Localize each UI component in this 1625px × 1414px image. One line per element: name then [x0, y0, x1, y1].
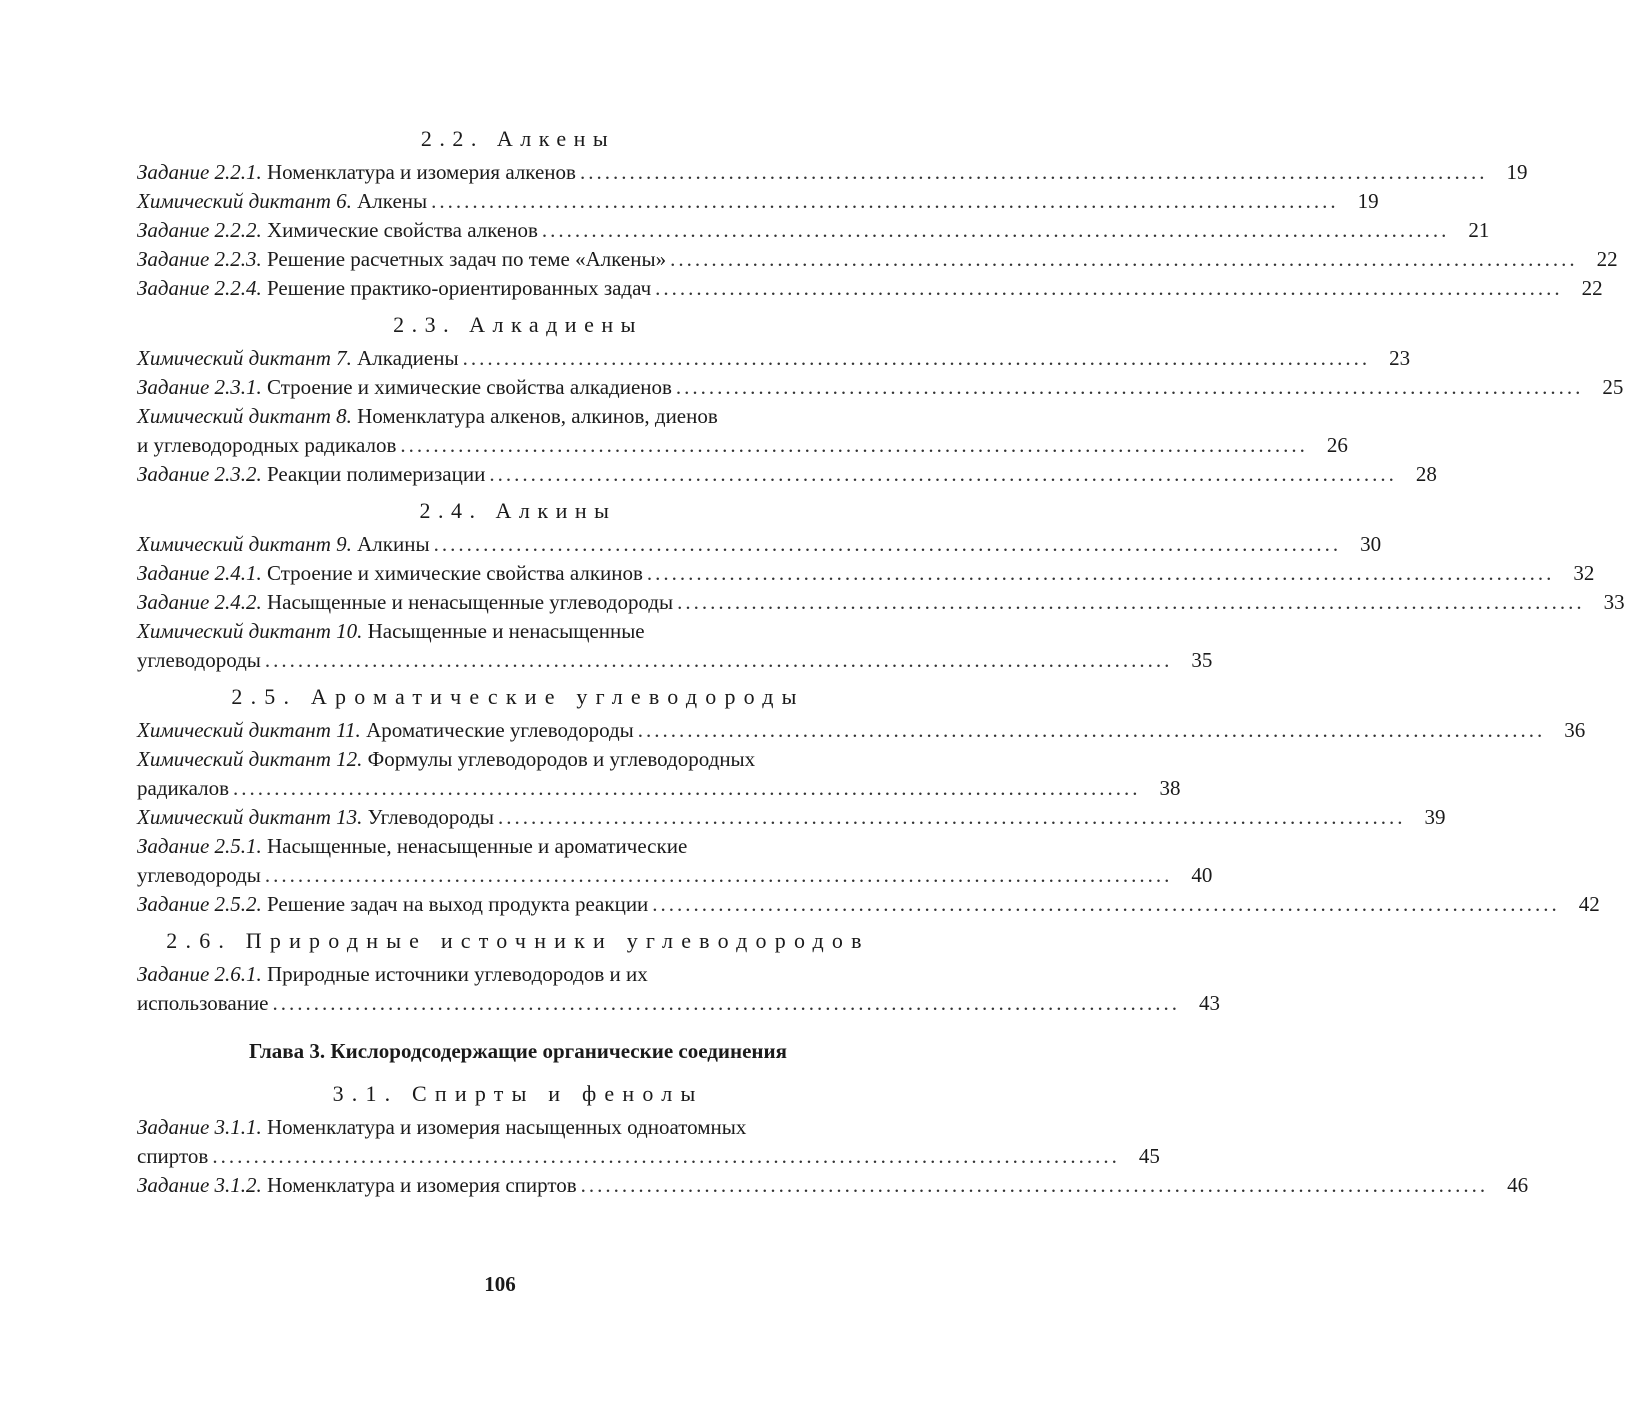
entry-title: Алкадиены: [357, 346, 459, 370]
dot-leader: ..............................................................................................................: [675, 375, 1584, 399]
entry-title: Решение расчетных задач по теме «Алкены»: [267, 247, 667, 271]
page-number: 106: [484, 1272, 516, 1296]
entry-page: 38: [1159, 776, 1181, 800]
dot-leader: ..............................................................................................................: [433, 532, 1342, 556]
toc-entry[interactable]: [137, 530, 1382, 559]
entry-page: 23: [1389, 346, 1411, 370]
entry-page: 30: [1360, 532, 1382, 556]
entry-label: Задание 2.6.1.: [137, 962, 262, 986]
entry-continuation: и углеводородных радикалов: [137, 433, 397, 457]
entry-page: 33: [1603, 590, 1625, 614]
entry-title: Строение и химические свойства алкинов: [267, 561, 643, 585]
entry-label: Задание 2.2.4.: [137, 276, 262, 300]
toc-entry[interactable]: [137, 803, 1446, 832]
toc-entry[interactable]: [137, 373, 1624, 402]
dot-leader: ..............................................................................................................: [677, 590, 1585, 614]
dot-leader: ..............................................................................................................: [652, 892, 1560, 916]
entry-title: Номенклатура алкенов, алкинов, диенов: [357, 404, 718, 428]
section-heading-2-5: 2.5. Ароматические углеводороды: [231, 684, 805, 709]
entry-page: 19: [1506, 160, 1528, 184]
entry-page: 40: [1191, 863, 1213, 887]
dot-leader: ..............................................................................................................: [264, 863, 1173, 887]
entry-page: 45: [1138, 1144, 1160, 1168]
entry-title: Природные источники углеводородов и их: [267, 962, 648, 986]
entry-title: Номенклатура и изомерия насыщенных одноатомных: [267, 1115, 747, 1139]
entry-title: Химические свойства алкенов: [267, 218, 538, 242]
entry-label: Задание 2.5.1.: [137, 834, 262, 858]
entry-page: 22: [1581, 276, 1603, 300]
toc-entry[interactable]: [137, 402, 1348, 460]
table-of-contents: [137, 117, 1625, 1200]
entry-label: Химический диктант 10.: [137, 619, 363, 643]
entry-page: 21: [1468, 218, 1490, 242]
toc-entry[interactable]: [137, 460, 1437, 489]
entry-title: Номенклатура и изомерия алкенов: [267, 160, 576, 184]
entry-title: Насыщенные, ненасыщенные и ароматические: [267, 834, 688, 858]
entry-label: Задание 2.4.1.: [137, 561, 262, 585]
toc-entry[interactable]: [137, 274, 1603, 303]
entry-page: 26: [1326, 433, 1348, 457]
toc-entry[interactable]: [137, 890, 1600, 919]
toc-entry[interactable]: [137, 832, 1213, 890]
toc-entry[interactable]: [137, 1113, 1160, 1171]
entry-label: Задание 3.1.1.: [137, 1115, 262, 1139]
toc-entry[interactable]: [137, 559, 1595, 588]
dot-leader: ..............................................................................................................: [400, 433, 1308, 457]
dot-leader: ..............................................................................................................: [233, 776, 1141, 800]
entry-label: Задание 2.2.3.: [137, 247, 262, 271]
toc-entry[interactable]: [137, 716, 1586, 745]
toc-entry[interactable]: [137, 1171, 1529, 1200]
dot-leader: ..............................................................................................................: [655, 276, 1563, 300]
section-heading-2-6: 2.6. Природные источники углеводородов: [166, 928, 870, 953]
chapter-heading: Глава 3. Кислородсодержащие органические соединения: [249, 1039, 787, 1063]
toc-entry[interactable]: [137, 245, 1618, 274]
entry-page: 43: [1199, 991, 1221, 1015]
entry-title: Насыщенные и ненасыщенные: [367, 619, 645, 643]
entry-title: Строение и химические свойства алкадиенов: [267, 375, 672, 399]
entry-title: Реакции полимеризации: [267, 462, 486, 486]
dot-leader: ..............................................................................................................: [431, 189, 1339, 213]
entry-title: Углеводороды: [367, 805, 495, 829]
entry-title: Алкины: [357, 532, 430, 556]
toc-entry[interactable]: [137, 745, 1181, 803]
entry-label: Химический диктант 6.: [137, 189, 352, 213]
entry-label: Задание 2.2.1.: [137, 160, 262, 184]
entry-label: Химический диктант 7.: [137, 346, 352, 370]
dot-leader: ..............................................................................................................: [489, 462, 1397, 486]
dot-leader: ..............................................................................................................: [272, 991, 1181, 1015]
toc-entry[interactable]: [137, 216, 1490, 245]
entry-label: Химический диктант 12.: [137, 747, 363, 771]
entry-page: 39: [1424, 805, 1446, 829]
dot-leader: ..............................................................................................................: [579, 160, 1488, 184]
entry-label: Химический диктант 8.: [137, 404, 352, 428]
entry-page: 22: [1596, 247, 1618, 271]
section-heading-2-2: 2.2. Алкены: [420, 126, 616, 151]
dot-leader: ..............................................................................................................: [212, 1144, 1120, 1168]
section-heading-2-4: 2.4. Алкины: [419, 498, 617, 523]
entry-title: Алкены: [357, 189, 428, 213]
entry-label: Задание 3.1.2.: [137, 1173, 262, 1197]
entry-label: Задание 2.5.2.: [137, 892, 262, 916]
entry-continuation: использование: [137, 991, 269, 1015]
entry-title: Ароматические углеводороды: [366, 718, 634, 742]
dot-leader: ..............................................................................................................: [462, 346, 1371, 370]
toc-entry[interactable]: [137, 187, 1379, 216]
entry-title: Формулы углеводородов и углеводородных: [367, 747, 756, 771]
entry-page: 35: [1191, 648, 1213, 672]
entry-label: Задание 2.3.1.: [137, 375, 262, 399]
toc-entry[interactable]: [137, 960, 1221, 1018]
section-heading-2-3: 2.3. Алкадиены: [393, 312, 643, 337]
entry-title: Насыщенные и ненасыщенные углеводороды: [267, 590, 674, 614]
entry-continuation: спиртов: [137, 1144, 209, 1168]
dot-leader: ..............................................................................................................: [541, 218, 1450, 242]
entry-continuation: углеводороды: [137, 863, 261, 887]
entry-page: 25: [1602, 375, 1624, 399]
entry-page: 46: [1507, 1173, 1529, 1197]
entry-page: 19: [1357, 189, 1379, 213]
dot-leader: ..............................................................................................................: [637, 718, 1546, 742]
dot-leader: ..............................................................................................................: [646, 561, 1555, 585]
toc-entry[interactable]: [137, 588, 1625, 617]
toc-entry[interactable]: [137, 158, 1528, 187]
entry-label: Химический диктант 9.: [137, 532, 352, 556]
entry-page: 42: [1578, 892, 1600, 916]
dot-leader: ..............................................................................................................: [670, 247, 1578, 271]
entry-label: Химический диктант 13.: [137, 805, 363, 829]
entry-label: Задание 2.3.2.: [137, 462, 262, 486]
entry-label: Задание 2.4.2.: [137, 590, 262, 614]
toc-entry[interactable]: [137, 344, 1411, 373]
dot-leader: ..............................................................................................................: [264, 648, 1173, 672]
entry-title: Решение практико-ориентированных задач: [267, 276, 652, 300]
entry-page: 36: [1564, 718, 1586, 742]
toc-entry[interactable]: [137, 617, 1213, 675]
entry-continuation: углеводороды: [137, 648, 261, 672]
section-heading-3-1: 3.1. Спирты и фенолы: [332, 1081, 704, 1106]
entry-label: Задание 2.2.2.: [137, 218, 262, 242]
entry-continuation: радикалов: [137, 776, 230, 800]
dot-leader: ..............................................................................................................: [580, 1173, 1489, 1197]
dot-leader: ..............................................................................................................: [498, 805, 1406, 829]
entry-title: Номенклатура и изомерия спиртов: [267, 1173, 577, 1197]
entry-page: 32: [1573, 561, 1595, 585]
entry-title: Решение задач на выход продукта реакции: [267, 892, 649, 916]
entry-label: Химический диктант 11.: [137, 718, 361, 742]
entry-page: 28: [1415, 462, 1437, 486]
